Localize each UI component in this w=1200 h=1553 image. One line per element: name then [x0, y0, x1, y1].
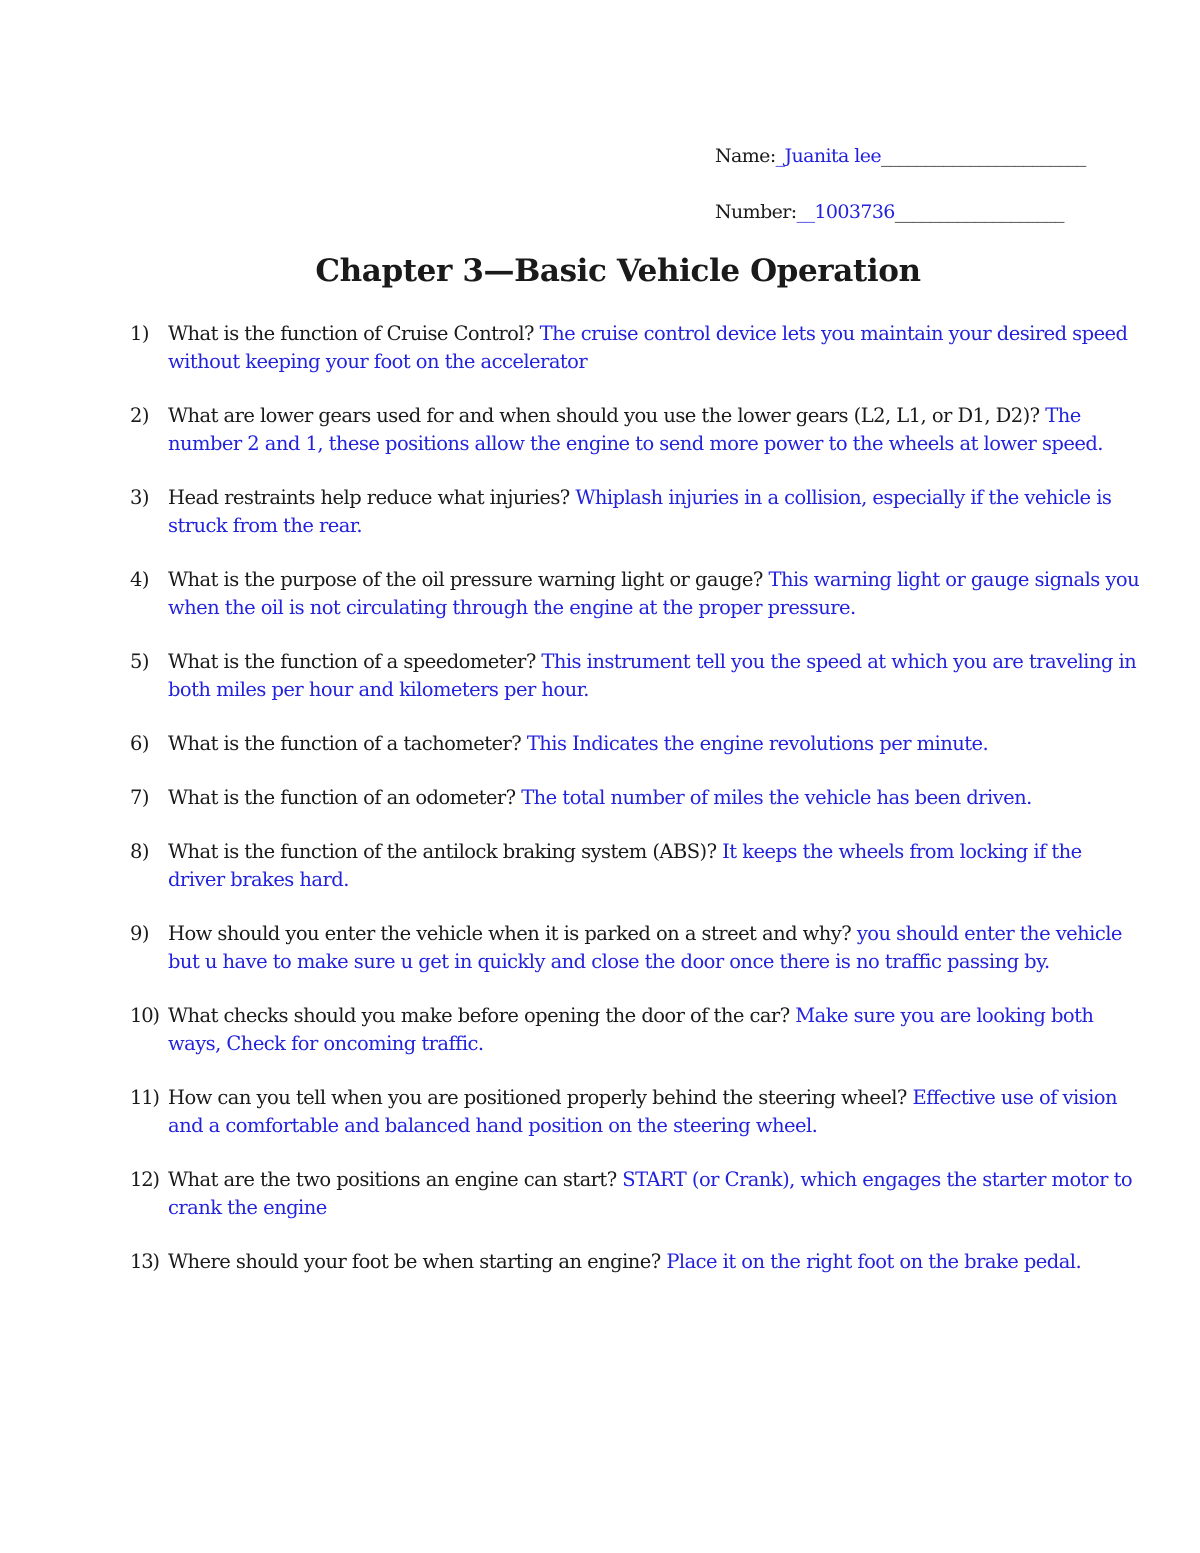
- answer-text: Place it on the right foot on the brake pedal.: [666, 1250, 1082, 1273]
- question-item: [130, 1084, 1140, 1140]
- answer-text: START (or Crank), which engages the starter motor to crank the engine: [168, 1168, 1133, 1219]
- question-number: 8): [130, 840, 149, 863]
- question-item: [130, 320, 1140, 376]
- question-text: What is the function of an odometer?: [168, 786, 522, 809]
- answer-text: The total number of miles the vehicle has been driven.: [521, 786, 1032, 809]
- question-number: 2): [130, 404, 149, 427]
- question-item: [130, 1166, 1140, 1222]
- answer-text: Effective use of vision and a comfortable and balanced hand position on the steering wheel.: [168, 1086, 1118, 1137]
- question-text: What is the purpose of the oil pressure warning light or gauge?: [168, 568, 769, 591]
- answer-text: Whiplash injuries in a collision, especially if the vehicle is struck from the rear.: [168, 486, 1112, 537]
- answer-text: The cruise control device lets you maintain your desired speed without keeping your foot on the accelerator: [168, 322, 1128, 373]
- question-text: What are lower gears used for and when should you use the lower gears (L2, L1, or D1, D2)?: [168, 404, 1046, 427]
- answer-text: you should enter the vehicle but u have to make sure u get in quickly and close the door once there is no traffic passing by.: [168, 922, 1122, 973]
- question-list: [130, 320, 1140, 1302]
- number-underline: ___________________: [894, 201, 1064, 223]
- question-text: What is the function of the antilock braking system (ABS)?: [168, 840, 723, 863]
- question-item: [130, 648, 1140, 704]
- question-item: [130, 484, 1140, 540]
- question-text: Where should your foot be when starting an engine?: [168, 1250, 667, 1273]
- question-item: [130, 920, 1140, 976]
- question-item: [130, 838, 1140, 894]
- name-underline: _______________________: [881, 145, 1086, 167]
- question-number: 3): [130, 486, 149, 509]
- question-text: What are the two positions an engine can start?: [168, 1168, 623, 1191]
- answer-text: This warning light or gauge signals you when the oil is not circulating through the engine at the proper pressure.: [168, 568, 1140, 619]
- question-item: [130, 402, 1140, 458]
- question-number: 1): [130, 322, 149, 345]
- question-number: 4): [130, 568, 149, 591]
- name-value: _Juanita lee: [775, 145, 881, 167]
- question-item: [130, 1002, 1140, 1058]
- question-text: How should you enter the vehicle when it is parked on a street and why?: [168, 922, 857, 945]
- question-text: How can you tell when you are positioned properly behind the steering wheel?: [168, 1086, 913, 1109]
- answer-text: This instrument tell you the speed at which you are traveling in both miles per hour and kilometers per hour.: [168, 650, 1137, 701]
- question-item: [130, 566, 1140, 622]
- question-item: [130, 730, 1140, 758]
- page-title: Chapter 3—Basic Vehicle Operation: [315, 253, 921, 289]
- answer-text: Make sure you are looking both ways, Check for oncoming traffic.: [168, 1004, 1094, 1055]
- question-number: 9): [130, 922, 149, 945]
- name-line: [715, 145, 1086, 167]
- question-text: Head restraints help reduce what injuries?: [168, 486, 576, 509]
- question-number: 12): [130, 1168, 159, 1191]
- question-number: 13): [130, 1250, 159, 1273]
- question-text: What is the function of a tachometer?: [168, 732, 527, 755]
- answer-text: The number 2 and 1, these positions allow the engine to send more power to the wheels at lower speed.: [168, 404, 1103, 455]
- question-item: [130, 1248, 1140, 1276]
- number-value: __1003736: [796, 201, 895, 223]
- question-item: [130, 784, 1140, 812]
- question-number: 11): [130, 1086, 159, 1109]
- answer-text: It keeps the wheels from locking if the driver brakes hard.: [168, 840, 1082, 891]
- question-text: What is the function of a speedometer?: [168, 650, 542, 673]
- name-label: Name:: [715, 145, 776, 167]
- question-number: 10): [130, 1004, 159, 1027]
- answer-text: This Indicates the engine revolutions per minute.: [526, 732, 989, 755]
- question-text: What checks should you make before opening the door of the car?: [168, 1004, 796, 1027]
- number-line: [715, 201, 1064, 223]
- number-label: Number:: [715, 201, 797, 223]
- question-number: 5): [130, 650, 149, 673]
- question-text: What is the function of Cruise Control?: [168, 322, 540, 345]
- question-number: 7): [130, 786, 149, 809]
- question-number: 6): [130, 732, 149, 755]
